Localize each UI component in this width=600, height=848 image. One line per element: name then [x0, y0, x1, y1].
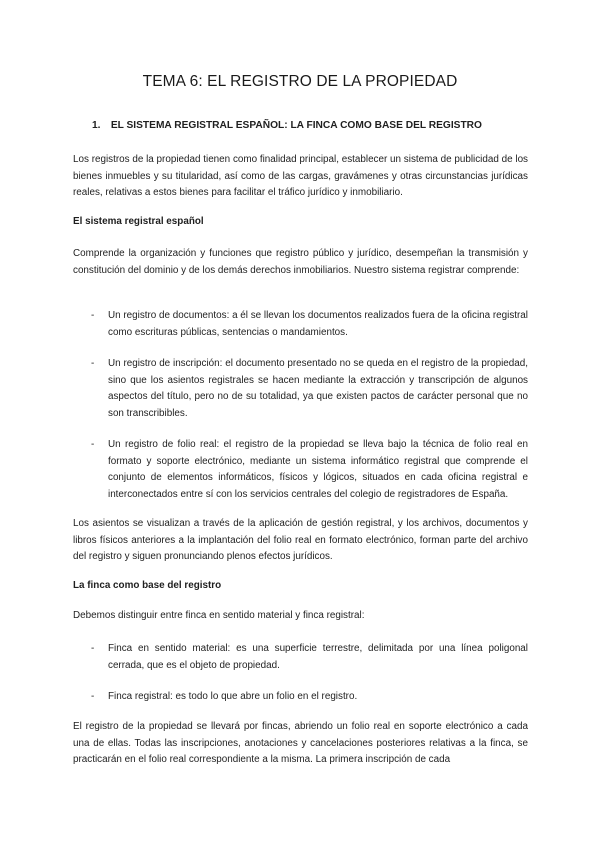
section-number: 1.: [92, 120, 101, 131]
list-item: [91, 689, 528, 706]
list-dash: -: [91, 310, 95, 321]
list-item-text: Finca registral: es todo lo que abre un folio en el registro.: [108, 691, 358, 702]
list-dash: -: [91, 643, 95, 654]
intro-paragraph: Los registros de la propiedad tienen como finalidad principal, establecer un sistema de publicidad de los bienes inmuebles y su titularidad, así como de las cargas, gravámenes y otras circunstancias jurídicas reales, relativas a estos bienes para facilitar el tráfico jurídico y inmobiliario.: [73, 154, 528, 198]
list-dash: -: [91, 358, 95, 369]
list-item: [91, 437, 528, 503]
paragraph-distinguir: Debemos distinguir entre finca en sentido material y finca registral:: [73, 610, 365, 621]
page-title: TEMA 6: EL REGISTRO DE LA PROPIEDAD: [142, 73, 458, 90]
list-dash: -: [91, 439, 95, 450]
list-item: [91, 308, 528, 341]
paragraph-folio-real: El registro de la propiedad se llevará por fincas, abriendo un folio real en soporte electrónico a cada una de ellas. Todas las inscripciones, anotaciones y cancelaciones posteriores relativas a la finca, se practicarán en el folio real correspondiente a la misma. La primera inscripción de cada: [73, 721, 528, 765]
list-item-text: Un registro de inscripción: el documento presentado no se queda en el registro de la propiedad, sino que los asientos registrales se hacen mediante la extracción y transcripción de algunos aspectos del título, pero no de su totalidad, ya que existen pactos de carácter personal que no son transcribibles.: [108, 358, 528, 419]
list-item-text: Un registro de documentos: a él se llevan los documentos realizados fuera de la oficina registral como escrituras públicas, sentencias o mandamientos.: [108, 310, 528, 338]
list-item: [91, 641, 528, 674]
list-item-text: Un registro de folio real: el registro de la propiedad se lleva bajo la técnica de folio real en formato y soporte electrónico, mediante un sistema informático registral que comprende el conjunto de elementos informáticos, físicos y lógicos, situados en cada oficina registral e interconectados entre sí con los servicios centrales del colegio de registradores de España.: [108, 439, 528, 500]
list-dash: -: [91, 691, 95, 702]
subheading-finca: La finca como base del registro: [73, 580, 222, 591]
list-item-text: Finca en sentido material: es una superficie terrestre, delimitada por una línea poligonal cerrada, que es el objeto de propiedad.: [108, 643, 528, 671]
section-title: EL SISTEMA REGISTRAL ESPAÑOL: LA FINCA COMO BASE DEL REGISTRO: [110, 120, 482, 131]
paragraph-asientos: Los asientos se visualizan a través de la aplicación de gestión registral, y los archivos, documentos y libros físicos anteriores a la implantación del folio real en formato electrónico, forman parte del archivo del registro y siguen pronunciando plenos efectos jurídicos.: [73, 518, 528, 562]
paragraph-comprende: Comprende la organización y funciones que registro público y jurídico, desempeñan la transmisión y constitución del dominio y de los demás derechos inmobiliarios. Nuestro sistema registrar comprende:: [73, 248, 528, 276]
section-heading: [92, 120, 482, 131]
subheading-sistema-registral: El sistema registral español: [73, 216, 204, 227]
list-item: [91, 356, 528, 422]
